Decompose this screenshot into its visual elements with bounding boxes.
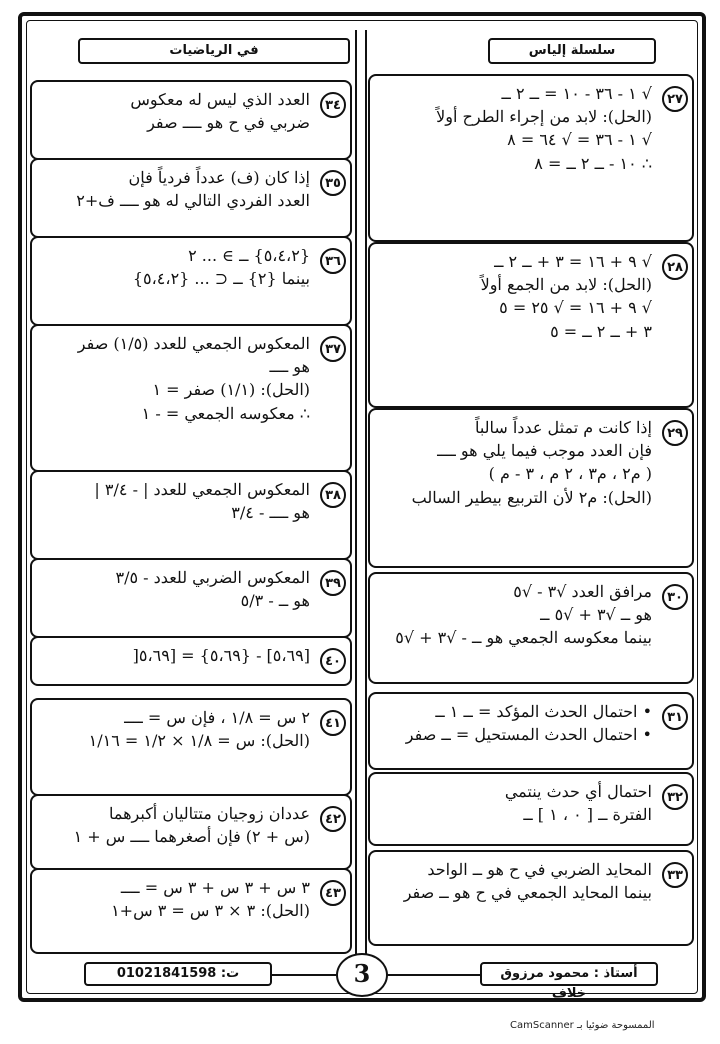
question-number: ٤٣ — [320, 880, 346, 906]
question-line: ∴ معكوسه الجمعي = - ١ — [141, 403, 310, 423]
question-box-41 — [30, 698, 352, 796]
question-box-28 — [368, 242, 694, 408]
scanner-note: الممسوحة ضوئيا بـ CamScanner — [510, 1020, 655, 1031]
question-line: ضربي في ح هو ــــ صفر — [147, 113, 310, 133]
question-line: هو ــ √٣ + √٥ ــ — [540, 605, 652, 625]
question-line: √ ٩ + ١٦ = √ ٢٥ = ٥ — [499, 298, 652, 318]
page-number: 3 — [336, 953, 388, 997]
question-box-30 — [368, 572, 694, 684]
question-line: بينما {٢} ــ ⊂ ... {٥،٤،٢} — [132, 269, 310, 289]
question-line: (س + ٢) فإن أصغرهما ــــ س + ١ — [73, 827, 310, 847]
question-line: ٣ س + ٣ س + ٣ س = ــــ — [120, 878, 310, 897]
question-number: ٤١ — [320, 710, 346, 736]
phone-number: ت: 01021841598 — [84, 962, 272, 986]
question-number: ٣٩ — [320, 570, 346, 596]
question-line: العدد الفردي التالي له هو ــــ ف+٢ — [76, 191, 310, 211]
question-line: بينما المحايد الجمعي في ح هو ــ صفر — [403, 883, 652, 903]
question-number: ٣٦ — [320, 248, 346, 274]
question-box-42 — [30, 794, 352, 870]
question-line: هو ــــ — [269, 357, 310, 377]
question-line: العدد الذي ليس له معكوس — [130, 90, 310, 109]
header-right-title: سلسلة إلياس — [488, 38, 656, 64]
question-number: ٣٠ — [662, 584, 688, 610]
question-number: ٤٠ — [320, 648, 346, 674]
question-box-31 — [368, 692, 694, 770]
question-box-43 — [30, 868, 352, 954]
question-line: ( م٢ ، م٣ ، ٢ م ، ٣ - م ) — [488, 464, 652, 484]
question-line: (الحل): لابد من الجمع أولاً — [480, 275, 652, 295]
question-box-37 — [30, 324, 352, 472]
question-number: ٢٨ — [662, 254, 688, 280]
header-left-title: في الرياضيات — [78, 38, 350, 64]
question-line: الفترة ــ [ ٠ ، ١ ] ــ — [523, 805, 652, 825]
question-number: ٣١ — [662, 704, 688, 730]
question-number: ٣٣ — [662, 862, 688, 888]
question-box-34 — [30, 80, 352, 160]
question-line: √ ١ - ٣٦ = √ ٦٤ = ٨ — [507, 130, 652, 150]
question-number: ٢٩ — [662, 420, 688, 446]
question-line: √ ٩ + ١٦ = ٣ + ــ ٢ ــ — [494, 252, 652, 271]
footer-line-right — [384, 974, 480, 976]
question-box-36 — [30, 236, 352, 326]
question-box-32 — [368, 772, 694, 846]
question-line: المعكوس الضربي للعدد - ٣/٥ — [115, 568, 310, 587]
question-line: • احتمال الحدث المؤكد = ــ ١ ــ — [435, 702, 652, 721]
question-line: {٥،٤،٢} ــ ∋ ... ٢ — [188, 246, 310, 265]
question-line: [٥،٦٩] - {٥،٦٩} = [٥،٦٩[ — [132, 646, 310, 665]
question-line: • احتمال الحدث المستحيل = ــ صفر — [405, 725, 652, 745]
question-line: عددان زوجيان متتاليان أكبرهما — [108, 804, 310, 823]
question-line: إذا كانت م تمثل عدداً سالباً — [474, 418, 652, 437]
question-number: ٣٤ — [320, 92, 346, 118]
question-number: ٣٨ — [320, 482, 346, 508]
question-line: المحايد الضربي في ح هو ــ الواحد — [427, 860, 652, 879]
question-line: (الحل): م٢ لأن التربيع بيطير السالب — [411, 487, 652, 507]
question-number: ٣٧ — [320, 336, 346, 362]
question-line: إذا كان (ف) عدداً فردياً فإن — [128, 168, 310, 187]
question-box-39 — [30, 558, 352, 638]
question-box-40 — [30, 636, 352, 686]
question-box-29 — [368, 408, 694, 568]
question-line: ٣ + ــ ٢ ــ = ٥ — [550, 321, 652, 341]
question-line: بينما معكوسه الجمعي هو ــ - √٣ + √٥ — [395, 628, 652, 648]
question-number: ٣٥ — [320, 170, 346, 196]
question-box-38 — [30, 470, 352, 560]
question-box-27 — [368, 74, 694, 242]
question-number: ٣٢ — [662, 784, 688, 810]
question-line: المعكوس الجمعي للعدد (١/٥) صفر — [77, 334, 310, 353]
question-line: هو ــ - ٥/٣ — [240, 591, 310, 611]
teacher-name: أستاذ : محمود مرزوق خلاف — [480, 962, 658, 986]
question-line: (الحل): لابد من إجراء الطرح أولاً — [436, 107, 652, 127]
question-line: فإن العدد موجب فيما يلي هو ــــ — [437, 441, 652, 461]
question-line: ∴ ١٠ - ــ ٢ ــ = ٨ — [534, 153, 652, 173]
footer-line-left — [272, 974, 336, 976]
question-line: (الحل): ٣ × ٣ س = ٣ س+١ — [111, 901, 310, 921]
question-number: ٤٢ — [320, 806, 346, 832]
question-line: المعكوس الجمعي للعدد | - ٣/٤ | — [94, 480, 310, 499]
question-line: هو ــــ - ٣/٤ — [231, 503, 310, 523]
question-line: ٢ س = ١/٨ ، فإن س = ــــ — [124, 708, 310, 727]
question-line: مرافق العدد √٣ - √٥ — [513, 582, 652, 601]
question-line: √ ١ - ٣٦ - ١٠ = ــ ٢ ــ — [501, 84, 652, 103]
question-box-35 — [30, 158, 352, 238]
question-line: (الحل): س = ١/٨ × ١/٢ = ١/١٦ — [88, 731, 310, 751]
question-box-33 — [368, 850, 694, 946]
question-number: ٢٧ — [662, 86, 688, 112]
question-line: (الحل): (١/١) صفر = ١ — [152, 380, 310, 400]
column-divider — [355, 30, 367, 960]
question-line: احتمال أي حدث ينتمي — [504, 782, 652, 801]
